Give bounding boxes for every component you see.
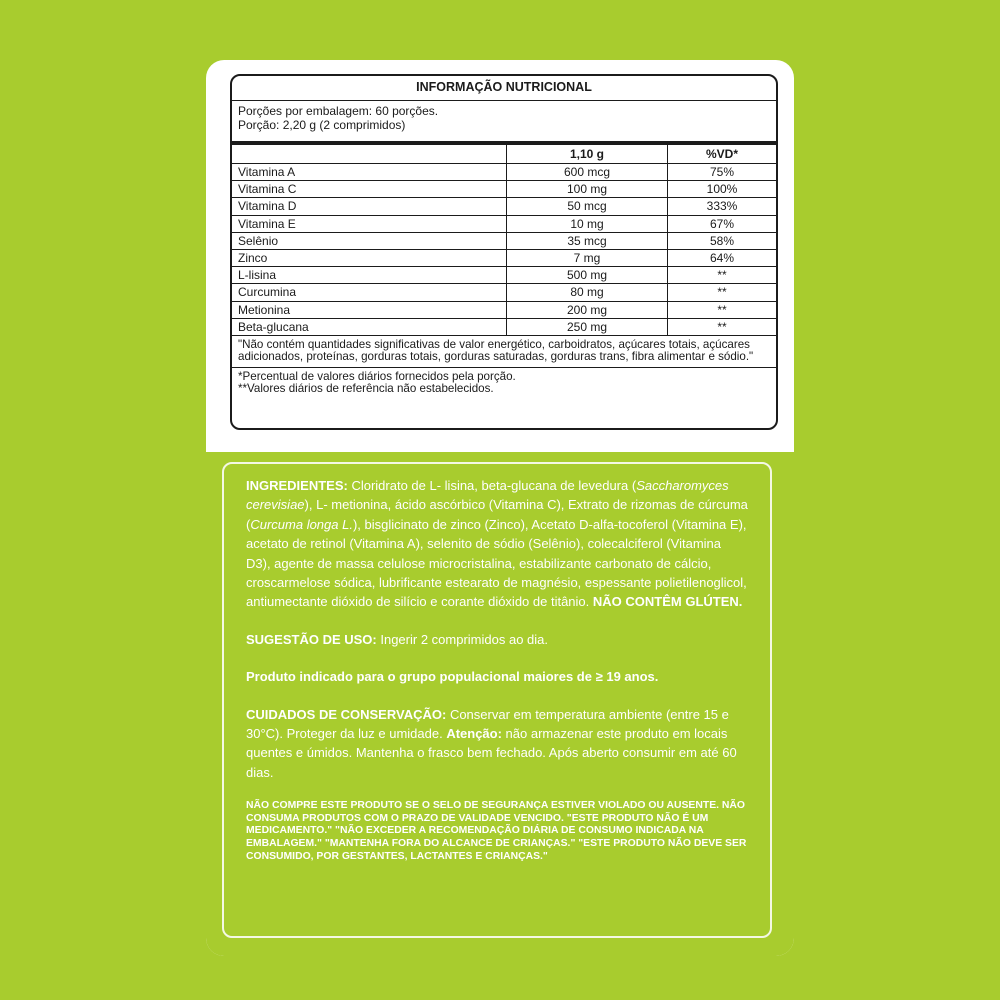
- ingredients-label: INGREDIENTES:: [246, 478, 348, 493]
- nutrient-dv: **: [668, 301, 777, 318]
- nutrient-amount: 80 mg: [507, 284, 668, 301]
- header-blank: [232, 145, 507, 164]
- attention-text: não armazenar este produto em locais quentes e úmidos. Mantenha o frasco bem fechado. Após aberto consumir em até 60 dias.: [246, 726, 737, 780]
- population-statement: [246, 667, 748, 686]
- nutrient-amount: 10 mg: [507, 215, 668, 232]
- nutrition-title: INFORMAÇÃO NUTRICIONAL: [232, 76, 776, 101]
- gluten-statement: NÃO CONTÊM GLÚTEN.: [592, 594, 743, 610]
- usage-label: SUGESTÃO DE USO:: [246, 631, 377, 647]
- population-text: Produto indicado para o grupo populacional maiores de ≥ 19 anos.: [246, 669, 659, 685]
- footnotes: [232, 367, 776, 399]
- nutrition-facts-table: [230, 74, 778, 430]
- nutrient-dv: 333%: [668, 198, 777, 215]
- nutrient-name: Zinco: [232, 249, 507, 266]
- table-row: [232, 301, 776, 318]
- nutrient-dv: **: [668, 318, 777, 335]
- nutrient-dv: 67%: [668, 215, 777, 232]
- nutrient-name: Metionina: [232, 301, 507, 318]
- ingredients-text-3: ), bisglicinato de zinco (Zinco), Acetato D-alfa-tocoferol (Vitamina E), acetato de retinol (Vitamina A), selenito de sódio (Selênio), colecalciferol (Vitamina D3), agente de massa celulose microcristalina, estabilizante carbonato de cálcio, croscarmelose sódica, lubrificante estearato de magnésio, espessante polietilenoglicol, antiumectante dióxido de silício e corante dióxido de titânio.: [246, 516, 747, 610]
- nutrient-amount: 500 mg: [507, 267, 668, 284]
- conservation-text: Conservar em temperatura ambiente (entre 15 e 30°C). Proteger da luz e umidade.: [246, 706, 729, 742]
- table-row: [232, 267, 776, 284]
- conservation-label: CUIDADOS DE CONSERVAÇÃO:: [246, 706, 447, 722]
- ingredients-italic-1: Saccharomyces cerevisiae: [246, 478, 729, 513]
- table-row: [232, 318, 776, 335]
- nutrient-dv: 64%: [668, 249, 777, 266]
- not-significant-note: "Não contém quantidades significativas de valor energético, carboidratos, açúcares totais, açúcares adicionados, proteínas, gorduras totais, gorduras saturadas, gorduras trans, fibra alimentar e sódio.": [232, 335, 776, 367]
- nutrient-dv: 75%: [668, 164, 777, 181]
- label-card: [206, 60, 794, 956]
- header-amount: 1,10 g: [507, 145, 668, 164]
- nutrient-dv: **: [668, 267, 777, 284]
- nutrient-name: Curcumina: [232, 284, 507, 301]
- nutrient-dv: 58%: [668, 232, 777, 249]
- table-row: [232, 215, 776, 232]
- ingredients-paragraph: [246, 476, 748, 612]
- nutrient-amount: 35 mcg: [507, 232, 668, 249]
- nutrient-amount: 50 mcg: [507, 198, 668, 215]
- nutrient-amount: 100 mg: [507, 181, 668, 198]
- nutrient-amount: 200 mg: [507, 301, 668, 318]
- nutrient-name: Vitamina C: [232, 181, 507, 198]
- nutrient-dv: **: [668, 284, 777, 301]
- nutrient-name: Vitamina A: [232, 164, 507, 181]
- usage-text: Ingerir 2 comprimidos ao dia.: [376, 631, 548, 647]
- table-row: [232, 284, 776, 301]
- warnings-text: NÃO COMPRE ESTE PRODUTO SE O SELO DE SEGURANÇA ESTIVER VIOLADO OU AUSENTE. NÃO CONSUMA PRODUTOS COM O PRAZO DE VALIDADE VENCIDO. "ESTE PRODUTO NÃO É UM MEDICAMENTO." "NÃO EXCEDER A RECOMENDAÇÃO DIÁRIA DE CONSUMO INDICADA NA EMBALAGEM." "MANTENHA FORA DO ALCANCE DE CRIANÇAS." "ESTE PRODUTO NÃO DEVE SER CONSUMIDO, POR GESTANTES, LACTANTES E CRIANÇAS.": [246, 800, 747, 862]
- nutrient-amount: 600 mcg: [507, 164, 668, 181]
- usage-paragraph: [246, 630, 748, 649]
- nutrient-dv: 100%: [668, 181, 777, 198]
- info-frame: [222, 462, 772, 938]
- info-panel: [206, 452, 794, 956]
- portion-info: [232, 101, 776, 141]
- nutrient-amount: 7 mg: [507, 249, 668, 266]
- table-row: [232, 198, 776, 215]
- conservation-paragraph: [246, 705, 748, 783]
- nutrient-table: [232, 145, 776, 335]
- ingredients-text-2: ), L- metionina, ácido ascórbico (Vitamina C), Extrato de rizomas de cúrcuma (: [246, 497, 748, 532]
- table-row: [232, 164, 776, 181]
- nutrient-name: Vitamina E: [232, 215, 507, 232]
- attention-label: Atenção:: [446, 726, 502, 742]
- nutrient-name: Beta-glucana: [232, 318, 507, 335]
- nutrient-name: L-lisina: [232, 267, 507, 284]
- table-header-row: [232, 145, 776, 164]
- servings-per-package: Porções por embalagem: 60 porções.: [238, 104, 439, 118]
- ingredients-text-1: Cloridrato de L- lisina, beta-glucana de levedura (: [347, 478, 637, 493]
- nutrient-amount: 250 mg: [507, 318, 668, 335]
- header-dv: %VD*: [668, 145, 777, 164]
- serving-size: Porção: 2,20 g (2 comprimidos): [238, 118, 406, 132]
- thick-divider: [232, 141, 776, 335]
- table-row: [232, 181, 776, 198]
- nutrient-name: Selênio: [232, 232, 507, 249]
- ingredients-italic-2: Curcuma longa L.: [250, 516, 353, 532]
- table-row: [232, 232, 776, 249]
- footnote-not-established: **Valores diários de referência não estabelecidos.: [238, 382, 494, 396]
- table-row: [232, 249, 776, 266]
- footnote-dv: *Percentual de valores diários fornecidos pela porção.: [238, 369, 516, 383]
- nutrient-name: Vitamina D: [232, 198, 507, 215]
